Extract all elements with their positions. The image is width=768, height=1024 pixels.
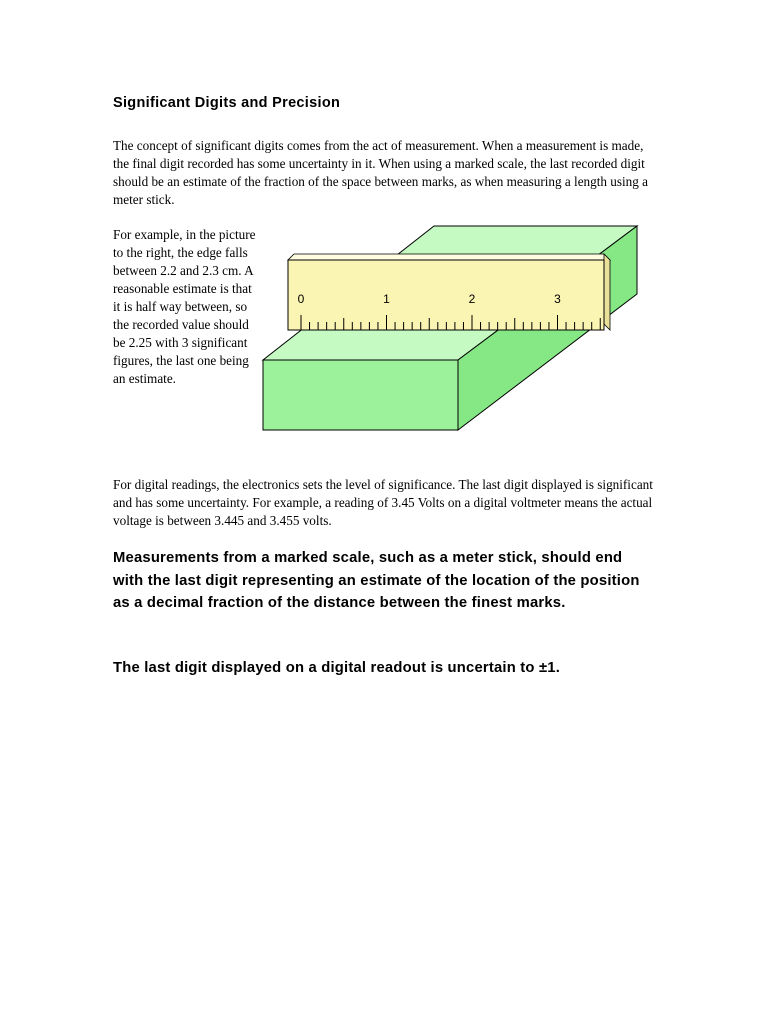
meter-stick-figure bbox=[255, 222, 645, 434]
ruler-side-edge bbox=[604, 254, 610, 330]
ruler-label: 1 bbox=[383, 292, 390, 306]
digital-readout-rule: The last digit displayed on a digital readout is uncertain to ±1. bbox=[113, 660, 561, 676]
digital-paragraph: For digital readings, the electronics sets the level of significance. The last digit displayed is significant and has some uncertainty. For example, a reading of 3.45 Volts on a digital voltmeter means the actual voltage is between 3.445 and 3.455 volts. bbox=[113, 477, 653, 528]
ruler-label: 3 bbox=[554, 292, 561, 306]
block-front-face bbox=[263, 360, 458, 430]
ruler-label: 0 bbox=[297, 292, 305, 306]
example-paragraph: For example, in the picture to the right, the edge falls between 2.2 and 2.3 cm. A reasonable estimate is that it is half way between, so the recorded value should be 2.25 with 3 significant figures, the last one being an estimate. bbox=[113, 227, 256, 386]
page-title: Significant Digits and Precision bbox=[113, 95, 341, 111]
intro-paragraph: The concept of significant digits comes from the act of measurement. When a measurement is made, the final digit recorded has some uncertainty in it. When using a marked scale, the last recorded digit should be an estimate of the fraction of the space between marks, as when measuring a length using a meter stick. bbox=[113, 138, 649, 207]
marked-scale-rule: Measurements from a marked scale, such as a meter stick, should end with the last digit representing an estimate of the location of the position as a decimal fraction of the distance between the finest marks. bbox=[113, 550, 640, 611]
ruler-label: 2 bbox=[468, 292, 476, 306]
ruler-top-edge bbox=[288, 254, 610, 260]
